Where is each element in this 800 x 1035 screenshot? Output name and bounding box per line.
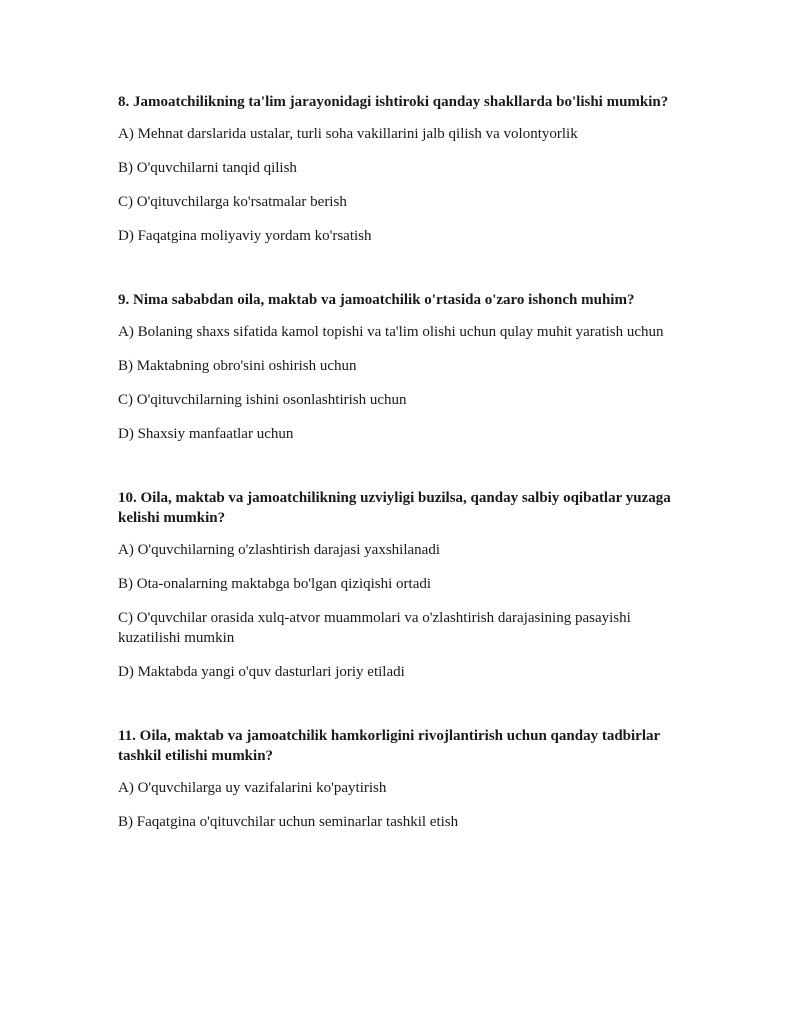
answer-option-c: C) O'quvchilar orasida xulq-atvor muammolari va o'zlashtirish darajasining pasayishi kuzatilishi mumkin [118,610,631,646]
answer-option-b: B) Ota-onalarning maktabga bo'lgan qiziqishi ortadi [118,576,432,592]
question-11 [118,726,678,832]
spacer [118,682,678,726]
answer-option-a: A) Bolaning shaxs sifatida kamol topishi va ta'lim olishi uchun qulay muhit yaratish uchun [118,324,664,340]
answer-option-c: C) O'qituvchilarga ko'rsatmalar berish [118,194,347,210]
answer-option-a: A) Mehnat darslarida ustalar, turli soha vakillarini jalb qilish va volontyorlik [118,126,578,142]
answer-option-b: B) Maktabning obro'sini oshirish uchun [118,358,357,374]
answer-option-d: D) Faqatgina moliyaviy yordam ko'rsatish [118,228,372,244]
answer-option-d: D) Shaxsiy manfaatlar uchun [118,426,294,442]
question-title: 10. Oila, maktab va jamoatchilikning uzviyligi buzilsa, qanday salbiy oqibatlar yuzaga kelishi mumkin? [118,490,671,526]
question-9 [118,290,678,444]
answer-option-c: C) O'qituvchilarning ishini osonlashtirish uchun [118,392,407,408]
question-10 [118,488,678,682]
answer-option-a: A) O'quvchilarga uy vazifalarini ko'paytirish [118,780,387,796]
document-page [118,92,678,832]
question-title: 8. Jamoatchilikning ta'lim jarayonidagi ishtiroki qanday shakllarda bo'lishi mumkin? [118,94,669,110]
answer-option-a: A) O'quvchilarning o'zlashtirish darajasi yaxshilanadi [118,542,440,558]
question-title: 11. Oila, maktab va jamoatchilik hamkorligini rivojlantirish uchun qanday tadbirlar tashkil etilishi mumkin? [118,728,660,764]
question-8 [118,92,678,246]
question-title: 9. Nima sababdan oila, maktab va jamoatchilik o'rtasida o'zaro ishonch muhim? [118,292,635,308]
spacer [118,444,678,488]
answer-option-b: B) Faqatgina o'qituvchilar uchun seminarlar tashkil etish [118,814,459,830]
spacer [118,246,678,290]
answer-option-d: D) Maktabda yangi o'quv dasturlari joriy etiladi [118,664,405,680]
answer-option-b: B) O'quvchilarni tanqid qilish [118,160,297,176]
